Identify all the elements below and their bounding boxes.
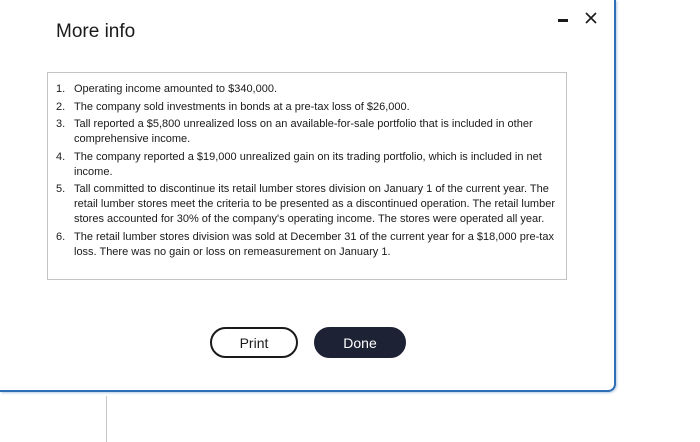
item-number: 5. [56, 183, 66, 195]
list-item [56, 230, 556, 260]
list-item [56, 82, 556, 97]
done-button[interactable]: Done [314, 327, 406, 358]
item-text: The retail lumber stores division was sold at December 31 of the current year for a $18,000 pre-tax loss. There was no gain or loss on remeasurement on January 1. [74, 230, 554, 258]
background-divider [106, 396, 107, 442]
minimize-button[interactable] [553, 8, 573, 28]
list-item [56, 100, 556, 115]
close-button[interactable] [581, 8, 601, 28]
item-number: 3. [56, 118, 66, 130]
info-list [56, 82, 556, 260]
item-number: 1. [56, 83, 66, 95]
item-text: Operating income amounted to $340,000. [74, 83, 278, 95]
close-icon [584, 11, 598, 25]
item-number: 6. [56, 230, 66, 243]
list-item [56, 150, 556, 180]
item-text: The company reported a $19,000 unrealized gain on its trading portfolio, which is included in net income. [74, 150, 542, 178]
item-text: Tall reported a $5,800 unrealized loss on an available-for-sale portfolio that is included in other comprehensive income. [74, 118, 533, 145]
info-box [47, 72, 567, 280]
dialog-title: More info [56, 21, 136, 42]
print-button[interactable]: Print [210, 327, 298, 358]
minimize-icon [556, 11, 570, 25]
list-item [56, 182, 556, 227]
item-number: 4. [56, 150, 66, 163]
list-item [56, 117, 556, 147]
item-text: Tall committed to discontinue its retail lumber stores division on January 1 of the current year. The retail lumber stores meet the criteria to be presented as a discontinued operation. The retail lumber stores accounted for 30% of the company's operating income. The stores were operated all year. [74, 183, 555, 225]
item-number: 2. [56, 100, 66, 113]
item-text: The company sold investments in bonds at a pre-tax loss of $26,000. [74, 100, 410, 113]
